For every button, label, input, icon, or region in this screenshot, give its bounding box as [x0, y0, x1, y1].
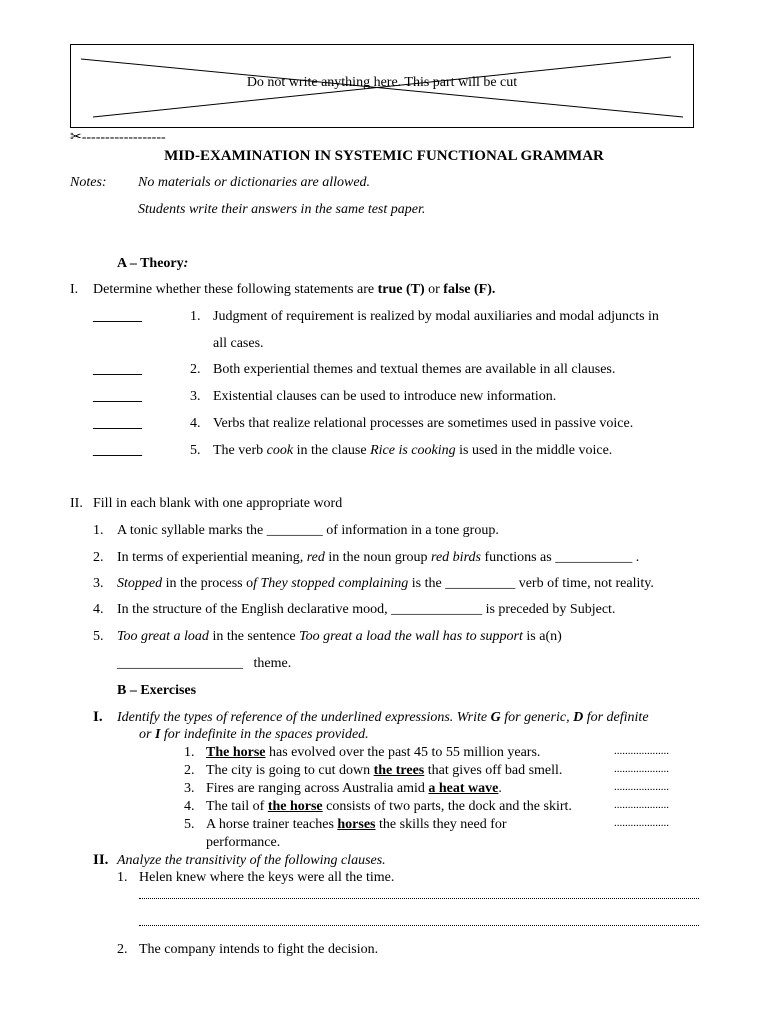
answer-blank-1[interactable]: _______ [93, 309, 142, 324]
answer-line-1[interactable] [139, 898, 699, 899]
tf-item-5-text: The verb cook in the clause Rice is cooking is used in the middle voice. [213, 443, 613, 458]
section-a-part2-instruction: Fill in each blank with one appropriate word [93, 496, 343, 511]
ref-answer-4[interactable]: .................... [614, 799, 669, 811]
clause-1-text: Helen knew where the keys were all the time. [139, 870, 395, 885]
note-1: No materials or dictionaries are allowed. [138, 175, 371, 190]
tf-item-2-num: 2. [190, 362, 201, 377]
fill-item-4-text: In the structure of the English declarative mood, _____________ is preceded by Subject. [117, 602, 616, 617]
fill-item-2-text: In terms of experiential meaning, red in the noun group red birds functions as ___________ . [117, 550, 640, 565]
notes-label: Notes: [70, 175, 107, 190]
ref-answer-1[interactable]: .................... [614, 745, 669, 757]
ref-item-4-num: 4. [184, 799, 195, 814]
fill-item-1-text: A tonic syllable marks the ________ of information in a tone group. [117, 523, 499, 538]
clause-2-text: The company intends to fight the decision. [139, 942, 379, 957]
page-title: MID-EXAMINATION IN SYSTEMIC FUNCTIONAL GRAMMAR [164, 148, 604, 164]
section-b-part1-roman: I. [93, 709, 103, 725]
tf-item-1-text-cont: all cases. [213, 336, 264, 351]
ref-item-5-text: A horse trainer teaches horses the skills they need for [206, 817, 507, 832]
answer-blank-5[interactable]: _______ [93, 443, 142, 458]
fill-item-4-num: 4. [93, 602, 104, 617]
fill-item-3-text: Stopped in the process of They stopped complaining is the __________ verb of time, not reality. [117, 576, 654, 591]
answer-blank-2[interactable]: _______ [93, 362, 142, 377]
fill-item-5-num: 5. [93, 629, 104, 644]
fill-item-5-text-cont: __________________ theme. [117, 656, 292, 671]
ref-item-3-num: 3. [184, 781, 195, 796]
tf-item-1-text: Judgment of requirement is realized by modal auxiliaries and modal adjuncts in [213, 309, 659, 324]
section-b-part2-roman: II. [93, 852, 109, 868]
ref-answer-5[interactable]: .................... [614, 817, 669, 829]
clause-1-num: 1. [117, 870, 128, 885]
fill-item-2-num: 2. [93, 550, 104, 565]
section-a-heading: A – Theory: [117, 256, 189, 271]
scissor-cut-line: ✂------------------ [70, 130, 166, 145]
answer-line-2[interactable] [139, 925, 699, 926]
ref-item-5-num: 5. [184, 817, 195, 832]
ref-item-4-text: The tail of the horse consists of two parts, the dock and the skirt. [206, 799, 572, 814]
section-b-part1-instruction-1: Identify the types of reference of the underlined expressions. Write G for generic, D for definite [117, 710, 649, 725]
tf-item-3-num: 3. [190, 389, 201, 404]
fill-item-5-text: Too great a load in the sentence Too great a load the wall has to support is a(n) [117, 629, 562, 644]
clause-2-num: 2. [117, 942, 128, 957]
tf-item-1-num: 1. [190, 309, 201, 324]
fill-item-1-num: 1. [93, 523, 104, 538]
ref-item-1-text: The horse has evolved over the past 45 to 55 million years. [206, 745, 541, 760]
ref-item-2-num: 2. [184, 763, 195, 778]
tf-item-2-text: Both experiential themes and textual themes are available in all clauses. [213, 362, 616, 377]
tf-item-3-text: Existential clauses can be used to introduce new information. [213, 389, 557, 404]
tf-item-5-num: 5. [190, 443, 201, 458]
ref-item-2-text: The city is going to cut down the trees that gives off bad smell. [206, 763, 563, 778]
ref-item-5-text-cont: performance. [206, 835, 281, 850]
note-2: Students write their answers in the same test paper. [138, 202, 426, 217]
ref-item-1-num: 1. [184, 745, 195, 760]
section-a-part1-instruction: Determine whether these following statements are true (T) or false (F). [93, 282, 496, 297]
section-b-part2-instruction: Analyze the transitivity of the following clauses. [117, 853, 386, 868]
ref-item-3-text: Fires are ranging across Australia amid a heat wave. [206, 781, 502, 796]
ref-answer-2[interactable]: .................... [614, 763, 669, 775]
tf-item-4-num: 4. [190, 416, 201, 431]
section-b-heading: B – Exercises [117, 683, 197, 698]
section-b-part1-instruction-2: or I for indefinite in the spaces provided. [139, 727, 369, 742]
answer-blank-4[interactable]: _______ [93, 416, 142, 431]
answer-blank-3[interactable]: _______ [93, 389, 142, 404]
section-a-part2-roman: II. [70, 496, 83, 511]
section-a-part1-roman: I. [70, 282, 79, 297]
tf-item-4-text: Verbs that realize relational processes are sometimes used in passive voice. [213, 416, 634, 431]
fill-item-3-num: 3. [93, 576, 104, 591]
cut-off-box [70, 44, 694, 128]
cut-notice: Do not write anything here. This part will be cut [246, 75, 518, 90]
ref-answer-3[interactable]: .................... [614, 781, 669, 793]
